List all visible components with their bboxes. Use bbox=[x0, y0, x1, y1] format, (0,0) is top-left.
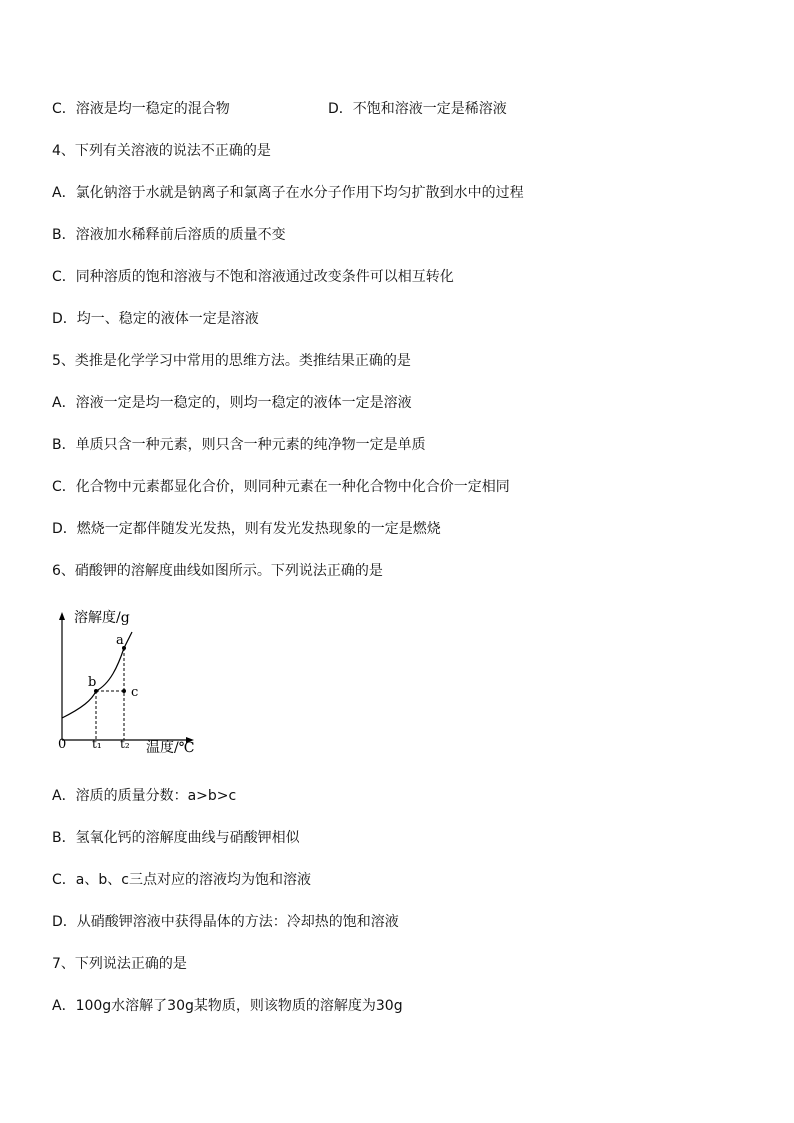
q5-option-b: B．单质只含一种元素，则只含一种元素的纯净物一定是单质 bbox=[52, 437, 426, 453]
point-a-label: a bbox=[116, 633, 124, 648]
y-axis-arrow bbox=[59, 612, 65, 620]
question-5: 5、类推是化学学习中常用的思维方法。类推结果正确的是 bbox=[52, 353, 411, 369]
solubility-curve-figure bbox=[52, 604, 212, 764]
q5-option-a: A．溶液一定是均一稳定的，则均一稳定的液体一定是溶液 bbox=[52, 395, 412, 411]
solubility-curve-svg bbox=[52, 604, 212, 764]
q4-option-a: A．氯化钠溶于水就是钠离子和氯离子在水分子作用下均匀扩散到水中的过程 bbox=[52, 185, 524, 201]
q4-option-d: D．均一、稳定的液体一定是溶液 bbox=[52, 311, 259, 327]
q6-option-c: C．a、b、c三点对应的溶液均为饱和溶液 bbox=[52, 872, 311, 888]
q3-option-c: C．溶液是均一稳定的混合物 bbox=[52, 101, 230, 117]
q4-option-c: C．同种溶质的饱和溶液与不饱和溶液通过改变条件可以相互转化 bbox=[52, 269, 454, 285]
q4-option-b: B．溶液加水稀释前后溶质的质量不变 bbox=[52, 227, 286, 243]
q6-option-a: A．溶质的质量分数：a>b>c bbox=[52, 788, 237, 804]
t2-label: t₂ bbox=[120, 737, 130, 751]
q6-option-d: D．从硝酸钾溶液中获得晶体的方法：冷却热的饱和溶液 bbox=[52, 914, 399, 930]
question-7: 7、下列说法正确的是 bbox=[52, 956, 187, 972]
point-b-label: b bbox=[88, 675, 97, 690]
q5-option-d: D．燃烧一定都伴随发光发热，则有发光发热现象的一定是燃烧 bbox=[52, 521, 441, 537]
q7-option-a: A．100g水溶解了30g某物质，则该物质的溶解度为30g bbox=[52, 998, 403, 1014]
question-4: 4、下列有关溶液的说法不正确的是 bbox=[52, 143, 271, 159]
origin-label: 0 bbox=[58, 737, 67, 752]
point-c-label: c bbox=[131, 685, 139, 700]
x-axis-label: 温度/℃ bbox=[146, 740, 195, 756]
t1-label: t₁ bbox=[92, 737, 102, 751]
q3-option-d: D．不饱和溶液一定是稀溶液 bbox=[328, 101, 507, 117]
q6-option-b: B．氢氧化钙的溶解度曲线与硝酸钾相似 bbox=[52, 830, 300, 846]
y-axis-label: 溶解度/g bbox=[74, 610, 130, 626]
point-c-marker bbox=[122, 689, 126, 693]
question-6: 6、硝酸钾的溶解度曲线如图所示。下列说法正确的是 bbox=[52, 563, 383, 579]
q5-option-c: C．化合物中元素都显化合价，则同种元素在一种化合物中化合价一定相同 bbox=[52, 479, 510, 495]
